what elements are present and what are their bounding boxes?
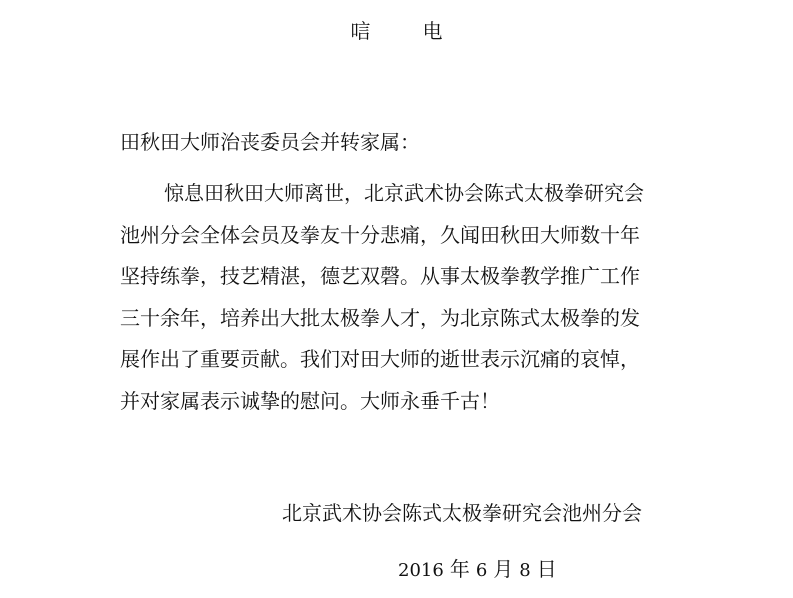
body-paragraph	[120, 180, 680, 430]
date	[398, 556, 557, 584]
title-char-condolence: 唁	[350, 19, 371, 43]
date-month: 6	[475, 560, 488, 581]
body-line: 惊息田秋田大师离世，北京武术协会陈式太极拳研究会	[164, 181, 644, 205]
date-month-unit: 月	[493, 557, 514, 581]
date-day-unit: 日	[536, 557, 557, 581]
date-year-unit: 年	[449, 557, 470, 581]
body-line: 坚持练拳，技艺精湛，德艺双磬。从事太极拳教学推广工作	[120, 264, 640, 289]
body-line: 并对家属表示诚挚的慰问。大师永垂千古！	[120, 388, 500, 413]
body-line: 三十余年，培养出大批太极拳人才，为北京陈式太极拳的发	[120, 305, 640, 330]
document-title	[0, 18, 793, 44]
body-line: 池州分会全体会员及拳友十分悲痛，久闻田秋田大师数十年	[120, 222, 640, 247]
title-char-telegram: 电	[422, 19, 443, 43]
salutation: 田秋田大师治丧委员会并转家属：	[120, 130, 420, 154]
signature: 北京武术协会陈式太极拳研究会池州分会	[282, 501, 642, 525]
date-day: 8	[519, 560, 531, 581]
body-line: 展作出了重要贡献。我们对田大师的逝世表示沉痛的哀悼，	[120, 347, 640, 372]
date-year: 2016	[398, 560, 444, 581]
